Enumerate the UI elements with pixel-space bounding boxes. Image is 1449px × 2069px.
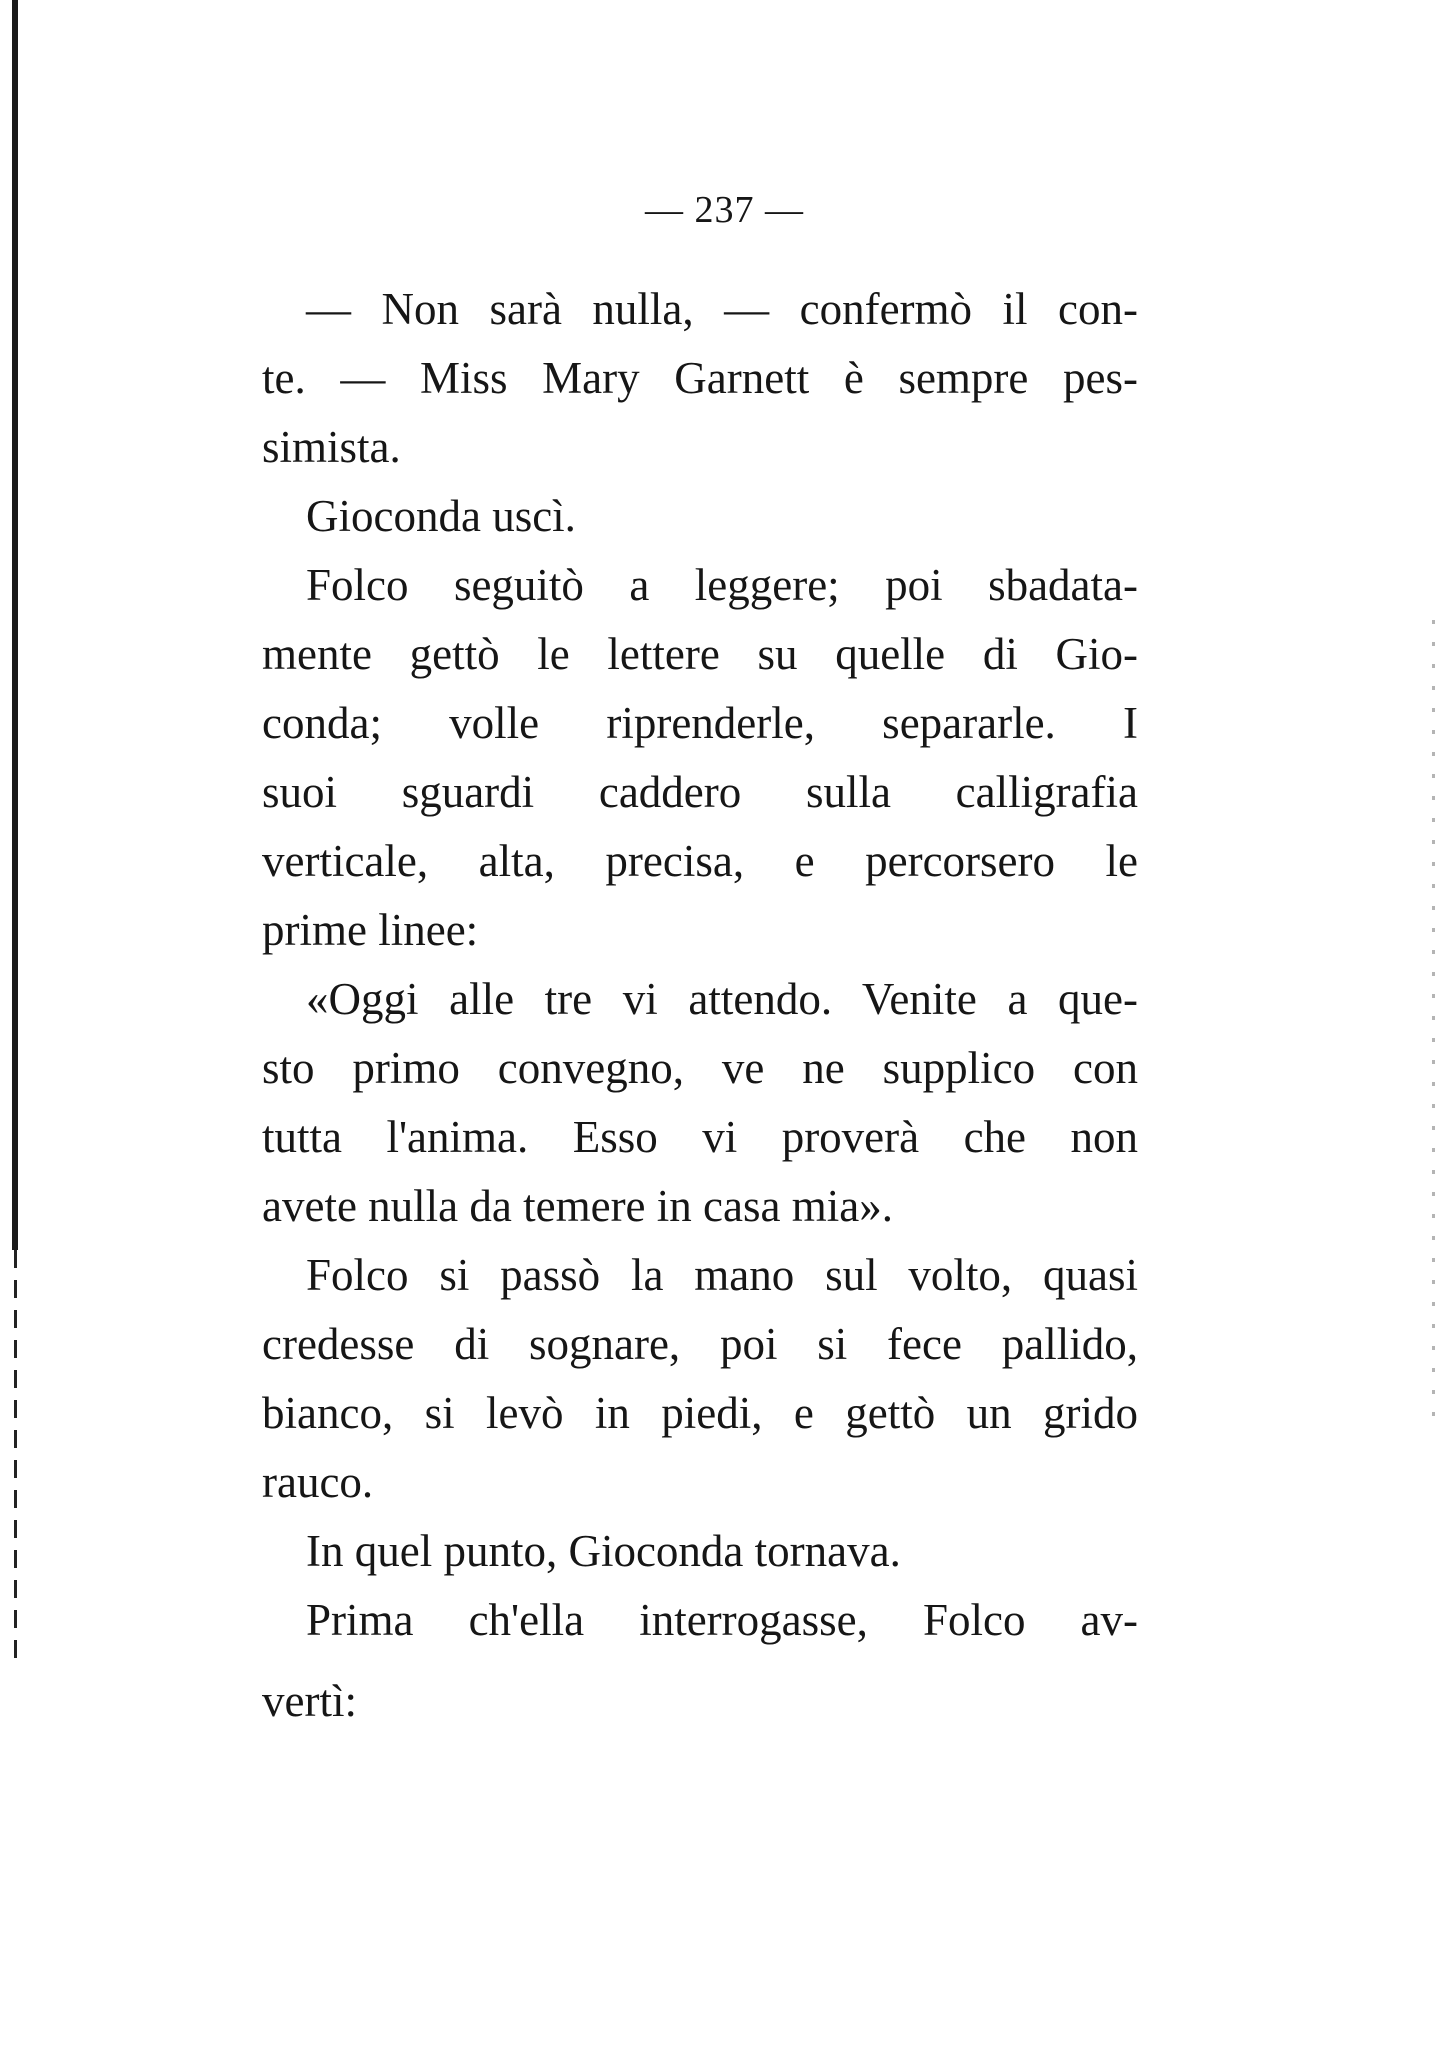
text-line: simista. [262, 422, 401, 472]
text-line: credesse di sognare, poi si fece pallido, [262, 1319, 1138, 1369]
scan-noise-right [1432, 620, 1435, 1420]
text-line: sto primo convegno, ve ne supplico con [262, 1043, 1138, 1093]
text-line: conda; volle riprenderle, separarle. I [262, 698, 1138, 748]
body-text [262, 275, 1138, 1736]
text-line: avete nulla da temere in casa mia». [262, 1181, 893, 1231]
text-line: mente gettò le lettere su quelle di Gio- [262, 629, 1138, 679]
text-line: In quel punto, Gioconda tornava. [306, 1526, 901, 1576]
text-line: Prima ch'ella interrogasse, Folco av- [306, 1595, 1138, 1645]
text-line: verticale, alta, precisa, e percorsero le [262, 836, 1138, 886]
scan-edge-shadow-lower [14, 1250, 17, 1670]
text-line: Gioconda uscì. [306, 491, 576, 541]
text-line: vertì: [262, 1676, 357, 1726]
text-line: Folco seguitò a leggere; poi sbadata- [306, 560, 1138, 610]
text-line: «Oggi alle tre vi attendo. Venite a que- [306, 974, 1138, 1024]
text-line: bianco, si levò in piedi, e gettò un grido [262, 1388, 1138, 1438]
page-number: — 237 — [645, 189, 804, 231]
text-line: te. — Miss Mary Garnett è sempre pes- [262, 353, 1138, 403]
text-line: tutta l'anima. Esso vi proverà che non [262, 1112, 1138, 1162]
text-line: Folco si passò la mano sul volto, quasi [306, 1250, 1138, 1300]
text-line: — Non sarà nulla, — confermò il con- [306, 284, 1138, 334]
text-line: suoi sguardi caddero sulla calligrafia [262, 767, 1138, 817]
text-line: prime linee: [262, 905, 479, 955]
text-line: rauco. [262, 1457, 374, 1507]
